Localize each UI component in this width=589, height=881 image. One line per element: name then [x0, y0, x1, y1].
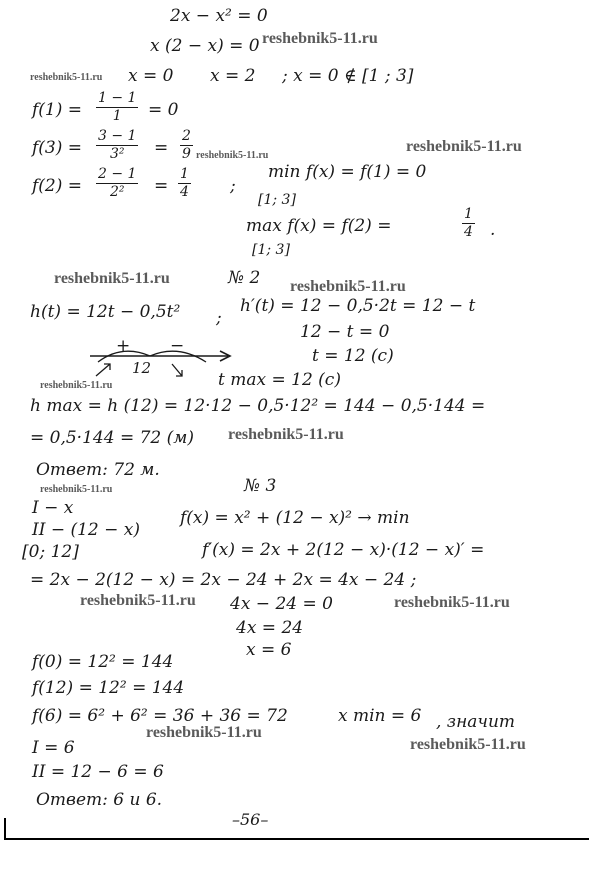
derivative-line: f′(x) = 2x + 2(12 − x)·(12 − x)′ = — [202, 540, 485, 560]
bottom-border — [4, 838, 589, 840]
watermark: reshebnik5-11.ru — [406, 138, 522, 155]
watermark: reshebnik5-11.ru — [262, 30, 378, 47]
watermark: reshebnik5-11.ru — [290, 278, 406, 295]
fraction — [462, 206, 475, 241]
answer-line: Ответ: 72 м. — [36, 460, 160, 480]
equation-line: 12 − t = 0 — [300, 322, 390, 342]
roots-line: x = 2 — [210, 66, 256, 86]
max-statement: max f(x) = f(2) = — [246, 216, 392, 236]
fraction-numerator: 3 − 1 — [98, 128, 137, 144]
min-interval: [1; 3] — [258, 192, 296, 208]
task-number: № 2 — [228, 268, 261, 288]
definition-line: I − x — [32, 498, 74, 518]
equals-sign: = — [154, 138, 169, 158]
fraction-denominator: 1 — [112, 108, 122, 124]
sign-minus: − — [170, 336, 185, 356]
equals-sign: = — [154, 176, 169, 196]
watermark: reshebnik5-11.ru — [196, 150, 269, 161]
equation-line: x (2 − x) = 0 — [150, 36, 260, 56]
sign-chart-axis — [88, 342, 238, 378]
hmax-line: h max = h (12) = 12·12 − 0,5·12² = 144 − 0,5·144 = — [30, 396, 486, 416]
equation-line: x = 6 — [246, 640, 292, 660]
result-line: II = 12 − 6 = 6 — [32, 762, 164, 782]
fraction-denominator: 2² — [109, 184, 125, 200]
value-line: f(12) = 12² = 144 — [32, 678, 185, 698]
derivative-line: = 2x − 2(12 − x) = 2x − 24 + 2x = 4x − 24 ; — [30, 570, 417, 590]
answer-line: Ответ: 6 и 6. — [36, 790, 163, 810]
watermark: reshebnik5-11.ru — [80, 592, 196, 609]
watermark: reshebnik5-11.ru — [410, 736, 526, 753]
value-line: f(6) = 6² + 6² = 36 + 36 = 72 — [32, 706, 288, 726]
roots-line: ; x = 0 ∉ [1 ; 3] — [282, 66, 414, 86]
roots-line: x = 0 — [128, 66, 174, 86]
equation-line: 2x − x² = 0 — [170, 6, 268, 26]
equation-line: t = 12 (c) — [312, 346, 394, 366]
equation-line: 4x = 24 — [236, 618, 304, 638]
fraction-numerator: 1 — [464, 206, 473, 222]
fraction-denominator: 4 — [180, 184, 189, 200]
fraction-numerator: 1 − 1 — [98, 90, 137, 106]
tmax-line: t max = 12 (c) — [218, 370, 341, 390]
xmin-line: x min = 6 — [338, 706, 422, 726]
fraction — [180, 128, 193, 163]
separator: ; — [230, 176, 236, 196]
watermark: reshebnik5-11.ru — [40, 380, 113, 391]
page-number: –56– — [232, 810, 269, 829]
separator: ; — [216, 308, 222, 328]
result-line: I = 6 — [32, 738, 75, 758]
sign-plus: + — [116, 336, 131, 356]
f1-result: = 0 — [148, 100, 179, 120]
watermark: reshebnik5-11.ru — [54, 270, 170, 287]
watermark: reshebnik5-11.ru — [40, 484, 113, 495]
f3-label: f(3) = — [32, 138, 83, 158]
target-function: f(x) = x² + (12 − x)² → min — [180, 508, 410, 528]
value-line: f(0) = 12² = 144 — [32, 652, 174, 672]
watermark: reshebnik5-11.ru — [30, 72, 103, 83]
fraction-numerator: 2 — [182, 128, 191, 144]
min-statement: min f(x) = f(1) = 0 — [268, 162, 427, 182]
fraction — [96, 128, 138, 163]
fraction — [178, 166, 191, 201]
definition-line: II − (12 − x) — [32, 520, 141, 540]
hmax-line: = 0,5·144 = 72 (м) — [30, 428, 194, 448]
watermark: reshebnik5-11.ru — [394, 594, 510, 611]
max-interval: [1; 3] — [252, 242, 290, 258]
fraction-numerator: 2 − 1 — [98, 166, 137, 182]
derivative-line: h′(t) = 12 − 0,5·2t = 12 − t — [240, 296, 476, 316]
watermark: reshebnik5-11.ru — [228, 426, 344, 443]
fraction — [96, 90, 138, 125]
domain-line: [0; 12] — [22, 542, 79, 562]
f1-label: f(1) = — [32, 100, 83, 120]
task-number: № 3 — [244, 476, 277, 496]
equation-line: 4x − 24 = 0 — [230, 594, 333, 614]
height-function: h(t) = 12t − 0,5t² — [30, 302, 181, 322]
fraction-numerator: 1 — [180, 166, 189, 182]
conclusion-word: , значит — [436, 712, 516, 732]
left-border — [4, 818, 6, 840]
f2-label: f(2) = — [32, 176, 83, 196]
fraction-denominator: 3² — [109, 146, 125, 162]
watermark: reshebnik5-11.ru — [146, 724, 262, 741]
fraction — [96, 166, 138, 201]
fraction-denominator: 9 — [182, 146, 191, 162]
critical-point: 12 — [132, 359, 152, 377]
period: . — [490, 220, 496, 240]
fraction-denominator: 4 — [464, 224, 473, 240]
